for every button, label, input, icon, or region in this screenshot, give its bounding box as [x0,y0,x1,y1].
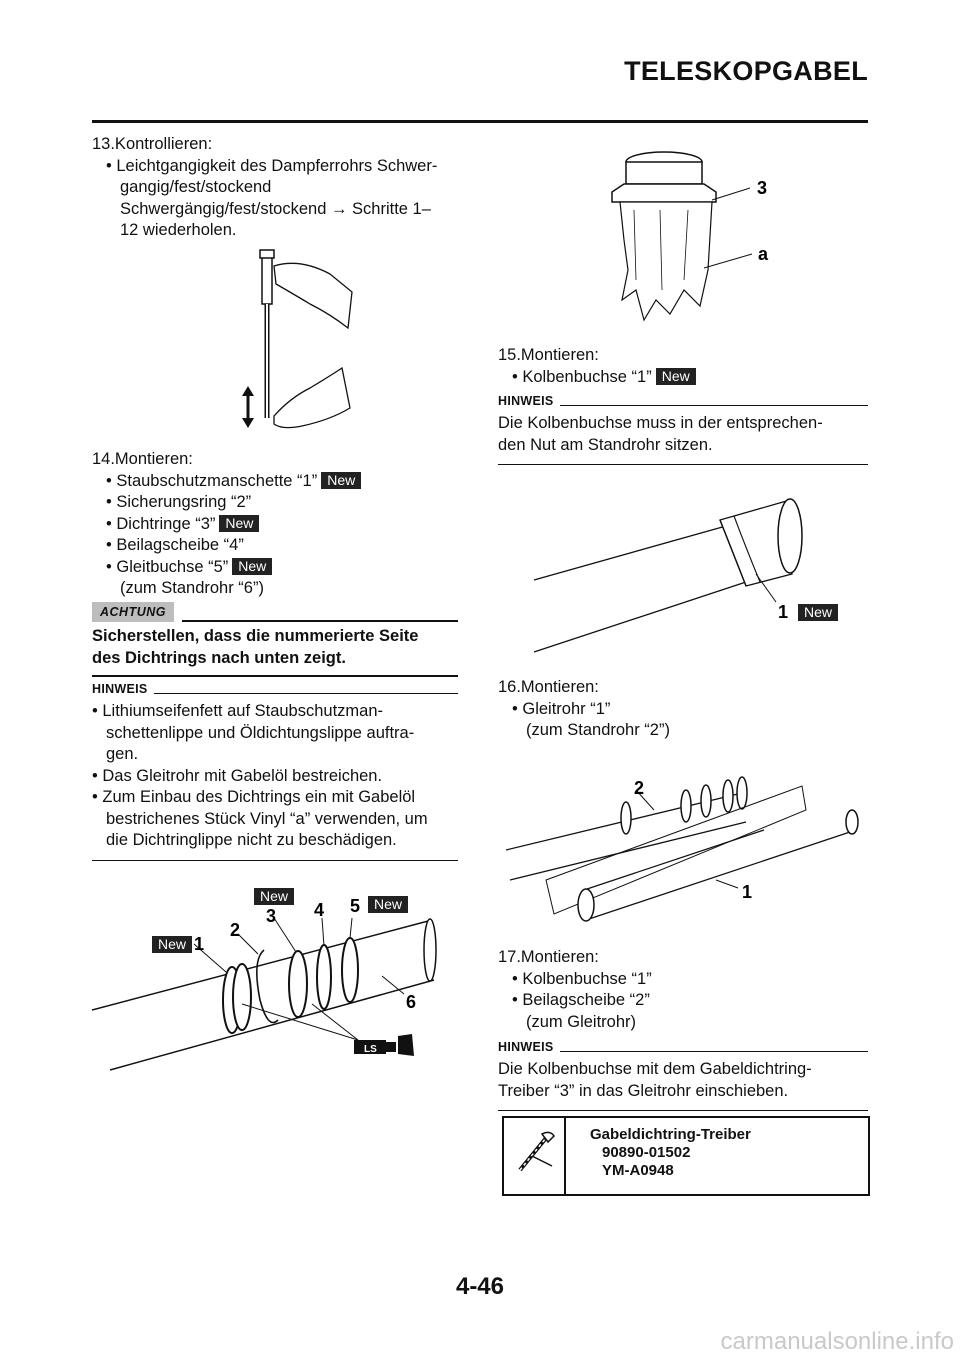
step-14 [92,449,462,600]
step-17 [498,947,868,1033]
hinweis-2-label: HINWEIS [498,394,554,408]
piston-bushing-illustration [520,490,860,660]
hinweis-1-line: • Zum Einbau des Dichtrings ein mit Gabelöl [92,788,416,806]
driver-vinyl-illustration [600,150,790,330]
hinweis-3 [498,1040,868,1111]
caution-block [92,602,458,677]
fig-label-5: 5 [350,896,361,916]
hinweis-1-line: schettenlippe und Öldichtungslippe auftra- [106,723,415,742]
hinweis-2-rule [498,464,868,465]
hinweis-1-line: die Dichtringlippe nicht zu beschädigen. [106,831,397,849]
new-badge: New [219,515,259,532]
fig-label-4: 4 [314,900,325,920]
step-13-title: 13.Kontrollieren: [92,135,213,153]
step-16 [498,677,868,742]
new-badge: New [368,896,408,913]
tool-code-2: YM-A0948 [602,1162,674,1179]
caution-text-2: des Dichtrings nach unten zeigt. [92,648,346,667]
step-14-item-2: • Sicherungsring “2” [106,493,252,511]
step-17-item-2: • Beilagscheibe “2” [512,991,650,1009]
hinweis-1 [92,682,458,861]
new-badge: New [321,472,361,489]
step-13 [92,134,462,242]
header-rule [92,120,868,123]
step-13-line2: gangig/fest/stockend [120,178,272,196]
fig-label-6: 6 [406,992,417,1012]
step-13-line3: Schwergängig/fest/stockend → Schritte 1– [120,199,431,218]
step-14-note: (zum Standrohr “6”) [120,579,264,597]
step-13-line4: 12 wiederholen. [120,221,237,239]
step-15-item: • Kolbenbuchse “1” [512,367,652,386]
step-13-bullet: • Leichtgangigkeit des Dampferrohrs Schwer- [106,156,438,175]
hinweis-1-label: HINWEIS [92,682,148,696]
tool-name: Gabeldichtring-Treiber [590,1126,751,1143]
hinweis-3-line-2: Treiber “3” in das Gleitrohr einschieben. [498,1081,789,1100]
step-16-title: 16.Montieren: [498,678,599,696]
fork-check-illustration [230,248,370,438]
step-15 [498,345,868,388]
caution-text-1: Sicherstellen, dass die nummerierte Seite [92,627,419,645]
fig-label-a: a [758,244,769,264]
step-14-title: 14.Montieren: [92,450,193,468]
step-17-title: 17.Montieren: [498,948,599,966]
hinweis-1-line: • Lithiumseifenfett auf Staubschutzman- [92,702,384,720]
fig-label-2: 2 [230,920,241,940]
fig-label-1: 1 [778,602,789,622]
fig-label-3: 3 [757,178,768,198]
new-badge: New [656,368,696,385]
hinweis-3-rule [498,1110,868,1111]
special-tool-box [502,1116,870,1196]
hinweis-2 [498,394,868,465]
hinweis-2-line-1: Die Kolbenbuchse muss in der entsprechen- [498,414,823,432]
caution-label: ACHTUNG [92,602,174,622]
step-14-item-1: • Staubschutzmanschette “1” [106,471,318,490]
page-title: TELESKOPGABEL [624,56,868,86]
slide-tube-illustration [506,770,866,930]
hinweis-1-line: gen. [106,745,139,763]
hinweis-1-line: • Das Gleitrohr mit Gabelöl bestreichen. [92,766,383,785]
tool-code-1: 90890-01502 [602,1144,691,1161]
fig-label-1: 1 [742,882,753,902]
fig-label-1: 1 [194,934,205,954]
step-17-item-1: • Kolbenbuchse “1” [512,969,652,988]
hinweis-2-line-2: den Nut am Standrohr sitzen. [498,435,713,454]
fig-label-2: 2 [634,778,645,798]
step-15-title: 15.Montieren: [498,346,599,364]
watermark: carmanualsonline.info [720,1328,954,1355]
hinweis-3-line-1: Die Kolbenbuchse mit dem Gabeldichtring- [498,1060,812,1078]
ls-grease-label: LS [364,1044,377,1055]
hinweis-3-label: HINWEIS [498,1040,554,1054]
hinweis-1-rule [92,860,458,861]
step-14-item-3: • Dichtringe “3” [106,514,216,533]
step-14-item-4: • Beilagscheibe “4” [106,536,244,554]
hinweis-1-line: bestrichenes Stück Vinyl “a” verwenden, um [106,809,428,828]
step-14-item-5: • Gleitbuchse “5” [106,557,229,576]
wrench-tool-icon [504,1118,566,1194]
page-number: 4-46 [455,1273,505,1300]
new-badge: New [152,936,192,953]
step-16-item: • Gleitrohr “1” [512,699,611,718]
new-badge: New [798,604,838,621]
new-badge: New [254,888,294,905]
fig-label-3: 3 [266,906,277,926]
new-badge: New [232,558,272,575]
step-17-note: (zum Gleitrohr) [526,1012,637,1031]
step-16-note: (zum Standrohr “2”) [526,721,670,739]
caution-rule [92,675,458,677]
